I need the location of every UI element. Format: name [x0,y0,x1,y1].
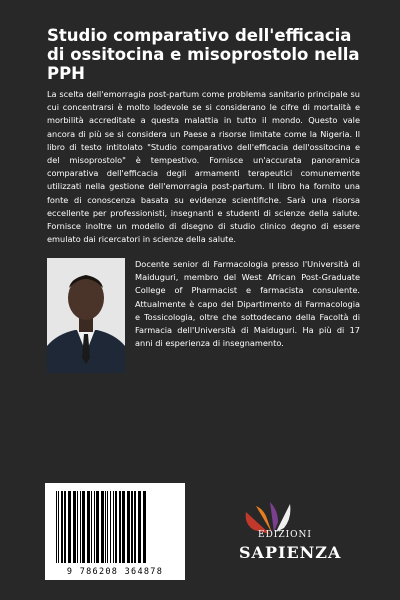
publisher-name: SAPIENZA [239,543,342,562]
author-photo [47,258,125,373]
book-title: Studio comparativo dell'efficacia di ossitocina e misoprostolo nella PPH [47,26,360,83]
book-summary: La scelta dell'emorragia post-partum come problema sanitario principale su cui concentrarsi è molto lodevole se si considerano le cifre di mortalità e morbilità accreditate a questa malattia in tutto il mondo. Questo vale ancora di più se si considera un Paese a risorse limitate come la Nigeria. Il libro di testo intitolato "Studio comparativo dell'efficacia dell'ossitocina e del misoprostolo" è tempestivo. Fornisce un'accurata panoramica comparativa dell'efficacia degli armamenti terapeutici comunemente utilizzati nella gestione dell'emorragia post-partum. Il libro ha fornito una fonte di conoscenza basata su evidenze scientifiche. Sarà una risorsa eccellente per professionisti, insegnanti e studenti di scienze della salute. Fornisce inoltre un modello di disegno di studio clinico degno di essere emulato dai ricercatori in scienze della salute. [47,89,360,245]
publisher-tagline: EDIZIONI [258,530,312,540]
author-bio: Docente senior di Farmacologia presso l'Università di Maiduguri, membro del West African Post-Graduate College of Pharmacist e farmacista consulente. Attualmente è capo del Dipartimento di Farmacologia e Tossicologia, oltre che sottodecano della Facoltà di Farmacia dell'Università di Maiduguri. Ha più di 17 anni di esperienza di insegnamento. [135,259,360,349]
isbn-number: 9 786208 364878 [66,567,164,577]
barcode [45,483,185,580]
barcode-bars [54,491,176,565]
